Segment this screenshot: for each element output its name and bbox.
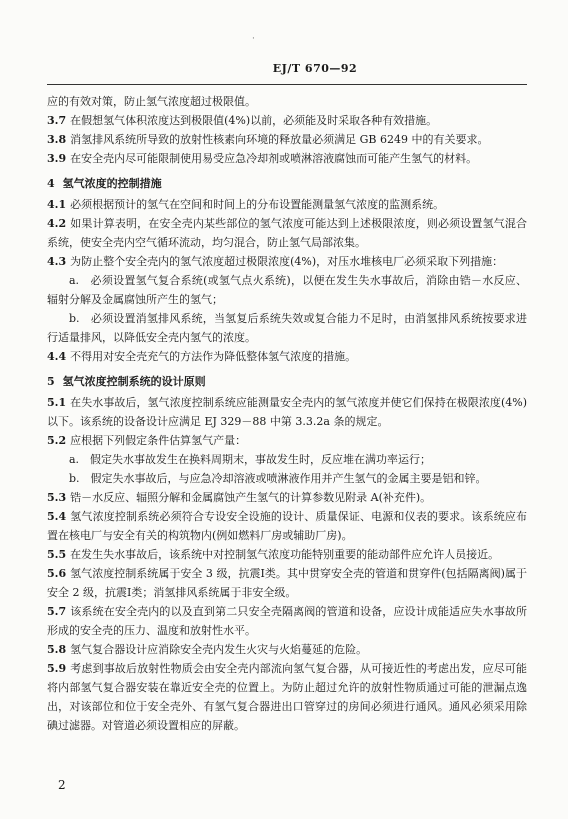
clause-number: 5.1 — [47, 396, 67, 409]
clause-5-9 — [47, 659, 527, 735]
clause-5-5 — [47, 545, 527, 564]
clause-number: 3.9 — [47, 152, 67, 165]
clause-number: 5.7 — [47, 605, 67, 618]
header-rule — [47, 84, 527, 85]
page-number: 2 — [58, 778, 66, 792]
clause-text: 锆－水反应、辐照分解和金属腐蚀产生氢气的计算参数见附录 A(补充件)。 — [70, 491, 432, 504]
clause-5-6 — [47, 564, 527, 602]
clause-3-9 — [47, 149, 527, 168]
clause-text: 在假想氢气体积浓度达到极限值(4%)以前，必须能及时采取各种有效措施。 — [70, 114, 438, 127]
clause-5-1 — [47, 393, 527, 431]
clause-4-3-item-a: a. 必须设置氢气复合系统(或氢气点火系统)，以便在发生失水事故后，消除由锆－水反应、辐射分解及金属腐蚀所产生的氢气； — [47, 274, 527, 306]
clause-5-4 — [47, 507, 527, 545]
clause-text: 在失水事故后，氢气浓度控制系统应能测量安全壳内的氢气浓度并使它们保持在极限浓度(4%)以下。该系统的设备设计应满足 EJ 329－88 中第 3.3.2a 条的规定。 — [47, 396, 527, 428]
clause-number: 4.3 — [47, 255, 67, 268]
clause-number: 5.3 — [47, 491, 67, 504]
clause-text: 必须根据预计的氢气在空间和时间上的分布设置能测量氢气浓度的监测系统。 — [70, 198, 445, 211]
clause-number: 5.6 — [47, 567, 67, 580]
clause-number: 5.8 — [47, 643, 67, 656]
document-body — [47, 92, 527, 735]
clause-5-2-item-b: b. 假定失水事故后，与应急冷却溶液或喷淋液作用并产生氢气的金属主要是铝和锌。 — [69, 472, 487, 485]
clause-4-4 — [47, 347, 527, 366]
clause-number: 5.2 — [47, 434, 67, 447]
clause-text: 氢气浓度控制系统必须符合专设安全设施的设计、质量保证、电源和仪表的要求。该系统应布置在核电厂与安全有关的构筑物内(例如燃料厂房或辅助厂房)。 — [47, 510, 527, 542]
continuation-paragraph: 应的有效对策，防止氢气浓度超过极限值。 — [47, 95, 256, 108]
standard-code: EJ/T 670—92 — [272, 62, 358, 75]
clause-number: 4.4 — [47, 350, 67, 363]
clause-5-3 — [47, 488, 527, 507]
clause-3-7 — [47, 111, 527, 130]
clause-text: 该系统在安全壳内的以及直到第二只安全壳隔离阀的管道和设备，应设计成能适应失水事故所形成的安全壳的压力、温度和放射性水平。 — [47, 605, 527, 637]
clause-text: 应根据下列假定条件估算氢气产量： — [70, 434, 247, 447]
clause-number: 5.5 — [47, 548, 67, 561]
clause-5-7 — [47, 602, 527, 640]
section-title: 氢气浓度控制系统的设计原则 — [62, 375, 206, 388]
clause-text: 为防止整个安全壳内的氢气浓度超过极限浓度(4%)，对压水堆核电厂必须采取下列措施： — [70, 255, 504, 268]
section-title: 氢气浓度的控制措施 — [62, 177, 162, 190]
clause-number: 4.1 — [47, 198, 67, 211]
clause-4-2 — [47, 214, 527, 252]
clause-5-8 — [47, 640, 527, 659]
clause-number: 3.7 — [47, 114, 67, 127]
clause-text: 如果计算表明，在安全壳内某些部位的氢气浓度可能达到上述极限浓度，则必须设置氢气混合系统，使安全壳内空气循环流动，均匀混合，防止氢气局部浓集。 — [47, 217, 527, 249]
clause-5-2 — [47, 431, 527, 450]
clause-number: 4.2 — [47, 217, 67, 230]
clause-text: 氢气浓度控制系统属于安全 3 级，抗震Ⅰ类。其中贯穿安全壳的管道和贯穿件(包括隔离阀)属于安全 2 级，抗震Ⅰ类；消氢排风系统属于非安全级。 — [47, 567, 527, 599]
clause-text: 氢气复合器设计应消除安全壳内发生火灾与火焰蔓延的危险。 — [70, 643, 368, 656]
clause-number: 5.4 — [47, 510, 67, 523]
section-number: 4 — [47, 177, 55, 190]
section-4-heading — [47, 174, 527, 193]
clause-text: 考虑到事故后放射性物质会由安全壳内部流向氢气复合器，从可接近性的考虑出发，应尽可能将内部氢气复合器安装在靠近安全壳的位置上。为防止超过允许的放射性物质通过可能的泄漏点逸出，对该部位和位于安全壳外、有氢气复合器进出口管穿过的房间必须进行通风。通风必须采用除碘过滤器。对管道必须设置相应的屏蔽。 — [47, 662, 527, 732]
clause-3-8 — [47, 130, 527, 149]
clause-text: 不得用对安全壳充气的方法作为降低整体氢气浓度的措施。 — [70, 350, 357, 363]
clause-number: 5.9 — [47, 662, 67, 675]
clause-text: 在安全壳内尽可能限制使用易受应急冷却剂或喷淋溶液腐蚀而可能产生氢气的材料。 — [70, 152, 478, 165]
section-5-heading — [47, 372, 527, 391]
clause-text: 在发生失水事故后，该系统中对控制氢气浓度功能特别重要的能动部件应允许人员接近。 — [70, 548, 500, 561]
scan-mark: · — [252, 34, 255, 44]
section-number: 5 — [47, 375, 55, 388]
clause-4-3 — [47, 252, 527, 271]
clause-4-1 — [47, 195, 527, 214]
clause-number: 3.8 — [47, 133, 67, 146]
clause-5-2-item-a: a. 假定失水事故发生在换料周期末，事故发生时，反应堆在满功率运行； — [69, 453, 432, 466]
clause-4-3-item-b: b. 必须设置消氢排风系统，当氢复后系统失效或复合能力不足时，由消氢排风系统按要求进行适量排风，以降低安全壳内氢气的浓度。 — [47, 312, 527, 344]
clause-text: 消氢排风系统所导致的放射性核素向环境的释放量必须满足 GB 6249 中的有关要求。 — [70, 133, 489, 146]
